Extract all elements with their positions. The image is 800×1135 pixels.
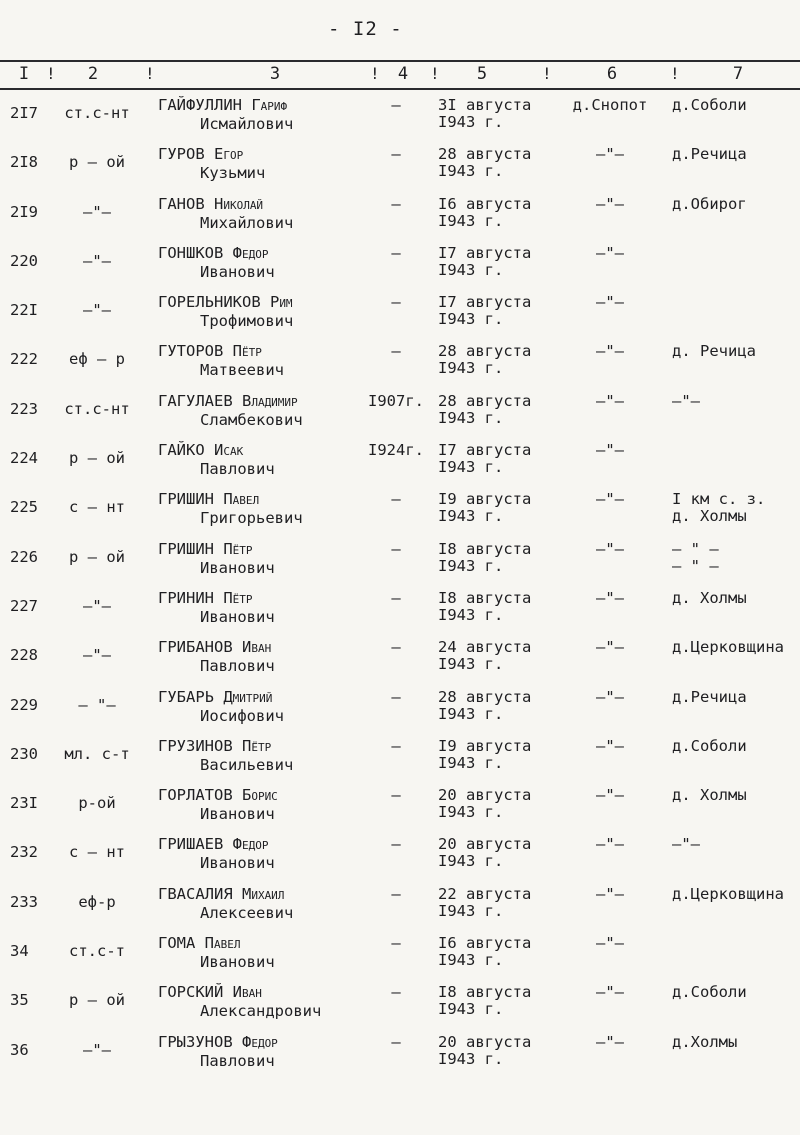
death-year: I943 г. — [438, 211, 504, 230]
birth-year: – — [391, 736, 401, 755]
table-row — [0, 835, 800, 884]
row-number: 224 — [10, 449, 38, 468]
death-date: I9 августа — [438, 736, 532, 755]
death-year: I943 г. — [438, 803, 504, 822]
place-of-death: –"– — [596, 539, 624, 558]
burial-place: д.Соболи — [672, 983, 747, 1002]
burial-place: –"– — [672, 391, 700, 410]
row-number: 36 — [10, 1040, 29, 1059]
death-date: 28 августа — [438, 391, 532, 410]
header-top-rule — [0, 60, 800, 62]
death-year: I943 г. — [438, 655, 504, 674]
rank: ст.с-нт — [64, 104, 130, 122]
birth-year: – — [391, 145, 401, 164]
table-row — [0, 441, 800, 490]
row-number: 233 — [10, 892, 38, 911]
column-separator: ! — [670, 64, 680, 83]
column-separator: ! — [145, 64, 155, 83]
table-row — [0, 96, 800, 145]
surname-name: ГУБАРЬ Дмитрий — [158, 687, 273, 706]
row-number: 225 — [10, 498, 38, 517]
death-year: I943 г. — [438, 1000, 504, 1019]
table-row — [0, 392, 800, 441]
rank: р – ой — [69, 991, 125, 1010]
surname-name: ГРУЗИНОВ Пётр — [158, 736, 272, 755]
row-number: 35 — [10, 991, 29, 1010]
place-of-death: –"– — [596, 293, 624, 312]
row-number: 223 — [10, 399, 38, 418]
rank: еф-р — [78, 892, 116, 911]
table-row — [0, 885, 800, 934]
rank: –"– — [83, 202, 111, 221]
rank: р – ой — [69, 449, 125, 468]
rank: р – ой — [69, 547, 125, 566]
row-number: 228 — [10, 646, 38, 665]
row-number: 2I8 — [10, 153, 38, 172]
table-row — [0, 737, 800, 786]
burial-place: I км с. з. — [672, 490, 766, 509]
death-year: I943 г. — [438, 113, 504, 131]
row-number: 2I7 — [10, 104, 38, 122]
birth-year: I924г. — [368, 441, 424, 460]
patronymic: Григорьевич — [200, 509, 303, 528]
place-of-death: –"– — [596, 638, 624, 657]
death-year: I943 г. — [438, 507, 504, 526]
death-date: I7 августа — [438, 441, 532, 460]
surname-name: ГРИШАЕВ Федор — [158, 835, 269, 854]
table-row — [0, 145, 800, 194]
patronymic: Иванович — [200, 854, 275, 873]
birth-year: – — [391, 588, 401, 607]
surname-name: ГРИШИН Пётр — [158, 539, 253, 558]
rank: мл. с-т — [64, 744, 130, 763]
row-number: 222 — [10, 350, 38, 369]
rank: с – нт — [69, 498, 125, 517]
patronymic: Иванович — [200, 262, 275, 281]
surname-name: ГАЙКО Исак — [158, 441, 244, 460]
row-number: 232 — [10, 843, 38, 862]
death-date: 20 августа — [438, 786, 532, 805]
birth-year: – — [391, 243, 401, 262]
patronymic: Сламбекович — [200, 410, 303, 429]
patronymic: Иванович — [200, 805, 275, 824]
death-year: I943 г. — [438, 458, 504, 477]
patronymic: Исмайлович — [200, 115, 294, 133]
birth-year: I907г. — [368, 391, 424, 410]
death-year: I943 г. — [438, 260, 504, 279]
birth-year: – — [391, 194, 401, 213]
column-header-5: 5 — [476, 64, 488, 84]
death-year: I943 г. — [438, 704, 504, 723]
death-date: 20 августа — [438, 1032, 532, 1051]
table-row — [0, 195, 800, 244]
death-year: I943 г. — [438, 605, 504, 624]
death-year: I943 г. — [438, 556, 504, 575]
patronymic: Павлович — [200, 1051, 275, 1070]
rank: – "– — [78, 695, 116, 714]
surname-name: ГУТОРОВ Пётр — [158, 342, 262, 361]
burial-place: д. Холмы — [672, 786, 747, 805]
table-row — [0, 589, 800, 638]
burial-place: д.Церковщина — [672, 638, 784, 657]
surname-name: ГОРСКИЙ Иван — [158, 983, 262, 1002]
death-year: I943 г. — [438, 162, 504, 181]
table-row — [0, 786, 800, 835]
burial-place: д. Холмы — [672, 588, 747, 607]
place-of-death: д.Снопот — [572, 96, 648, 114]
place-of-death: –"– — [596, 983, 624, 1002]
column-separator: ! — [430, 64, 440, 83]
patronymic: Иванович — [200, 607, 275, 626]
death-date: I7 августа — [438, 293, 532, 312]
burial-place: д.Речица — [672, 687, 747, 706]
row-number: 220 — [10, 251, 38, 270]
birth-year: – — [391, 539, 401, 558]
burial-place: д.Обирог — [672, 194, 747, 213]
burial-place: д.Соболи — [672, 96, 747, 114]
surname-name: ГРЫЗУНОВ Федор — [158, 1032, 278, 1051]
death-date: 22 августа — [438, 884, 532, 903]
surname-name: ГОРЛАТОВ Борис — [158, 786, 278, 805]
rank: с – нт — [69, 843, 125, 862]
place-of-death: –"– — [596, 884, 624, 903]
place-of-death: –"– — [596, 786, 624, 805]
surname-name: ГРИШИН Павел — [158, 490, 260, 509]
surname-name: ГОРЕЛЬНИКОВ Рим — [158, 293, 293, 312]
death-year: I943 г. — [438, 359, 504, 378]
death-date: 3I августа — [438, 96, 532, 114]
page-number: - I2 - — [328, 18, 403, 40]
surname-name: ГАЙФУЛЛИН Гариф — [158, 96, 288, 114]
column-header-6: 6 — [606, 64, 618, 84]
table-row — [0, 1033, 800, 1082]
patronymic: Трофимович — [200, 312, 294, 331]
burial-place: д.Речица — [672, 145, 747, 164]
patronymic: Михайлович — [200, 213, 294, 232]
place-of-death: –"– — [596, 835, 624, 854]
row-number: 230 — [10, 744, 38, 763]
rank: –"– — [83, 301, 111, 320]
row-number: 22I — [10, 301, 38, 320]
place-of-death: –"– — [596, 243, 624, 262]
row-number: 2I9 — [10, 202, 38, 221]
rank: ст.с-нт — [64, 399, 130, 418]
header-bottom-rule — [0, 88, 800, 90]
surname-name: ГОМА Павел — [158, 934, 241, 953]
birth-year: – — [391, 490, 401, 509]
surname-name: ГУРОВ Егор — [158, 145, 244, 164]
patronymic: Иванович — [200, 953, 275, 972]
rank: ст.с-т — [69, 942, 125, 961]
burial-place: д. Речица — [672, 342, 756, 361]
place-of-death: –"– — [596, 490, 624, 509]
table-row — [0, 983, 800, 1032]
row-number: 226 — [10, 547, 38, 566]
rank: –"– — [83, 251, 111, 270]
burial-place: д.Холмы — [672, 1032, 738, 1051]
row-number: 229 — [10, 695, 38, 714]
rank: еф – р — [69, 350, 125, 369]
burial-place-line2: – " – — [672, 556, 719, 575]
birth-year: – — [391, 638, 401, 657]
patronymic: Алексеевич — [200, 903, 294, 922]
patronymic: Александрович — [200, 1002, 322, 1021]
surname-name: ГРИНИН Пётр — [158, 588, 253, 607]
burial-place: д.Церковщина — [672, 884, 784, 903]
surname-name: ГАГУЛАЕВ Владимир — [158, 391, 298, 410]
death-date: I6 августа — [438, 934, 532, 953]
place-of-death: –"– — [596, 441, 624, 460]
death-date: I8 августа — [438, 539, 532, 558]
surname-name: ГОНШКОВ Федор — [158, 243, 269, 262]
death-date: 24 августа — [438, 638, 532, 657]
birth-year: – — [391, 786, 401, 805]
place-of-death: –"– — [596, 1032, 624, 1051]
place-of-death: –"– — [596, 342, 624, 361]
burial-place: – " – — [672, 539, 719, 558]
death-date: I8 августа — [438, 983, 532, 1002]
rank: –"– — [83, 646, 111, 665]
death-year: I943 г. — [438, 408, 504, 427]
column-separator: ! — [46, 64, 56, 83]
death-date: I6 августа — [438, 194, 532, 213]
birth-year: – — [391, 1032, 401, 1051]
birth-year: – — [391, 835, 401, 854]
row-number: 23I — [10, 794, 38, 813]
death-year: I943 г. — [438, 753, 504, 772]
table-row — [0, 934, 800, 983]
patronymic: Иосифович — [200, 706, 284, 725]
column-header-2: 2 — [87, 64, 99, 84]
death-year: I943 г. — [438, 951, 504, 970]
rank: р-ой — [78, 794, 116, 813]
patronymic: Павлович — [200, 657, 275, 676]
death-date: I8 августа — [438, 588, 532, 607]
place-of-death: –"– — [596, 588, 624, 607]
surname-name: ГВАСАЛИЯ Михаил — [158, 884, 285, 903]
rank: р – ой — [69, 153, 125, 172]
rank: –"– — [83, 596, 111, 615]
death-date: 20 августа — [438, 835, 532, 854]
birth-year: – — [391, 983, 401, 1002]
place-of-death: –"– — [596, 687, 624, 706]
birth-year: – — [391, 934, 401, 953]
row-number: 34 — [10, 942, 29, 961]
surname-name: ГАНОВ Николай — [158, 194, 264, 213]
death-date: I7 августа — [438, 243, 532, 262]
birth-year: – — [391, 687, 401, 706]
burial-place: –"– — [672, 835, 700, 854]
patronymic: Кузьмич — [200, 164, 266, 183]
patronymic: Васильевич — [200, 755, 294, 774]
birth-year: – — [391, 96, 401, 114]
death-date: 28 августа — [438, 687, 532, 706]
row-number: 227 — [10, 596, 38, 615]
surname-name: ГРИБАНОВ Иван — [158, 638, 272, 657]
place-of-death: –"– — [596, 194, 624, 213]
death-year: I943 г. — [438, 310, 504, 329]
birth-year: – — [391, 884, 401, 903]
place-of-death: –"– — [596, 145, 624, 164]
column-header-7: 7 — [732, 64, 744, 84]
table-row — [0, 490, 800, 539]
patronymic: Павлович — [200, 460, 275, 479]
burial-place: д.Соболи — [672, 736, 747, 755]
place-of-death: –"– — [596, 391, 624, 410]
table-body — [0, 96, 800, 1082]
place-of-death: –"– — [596, 736, 624, 755]
column-header-3: 3 — [269, 64, 281, 84]
death-date: 28 августа — [438, 145, 532, 164]
birth-year: – — [391, 293, 401, 312]
table-row — [0, 244, 800, 293]
table-row — [0, 638, 800, 687]
column-header-4: 4 — [397, 64, 409, 84]
death-year: I943 г. — [438, 852, 504, 871]
table-row — [0, 688, 800, 737]
rank: –"– — [83, 1040, 111, 1059]
table-row — [0, 540, 800, 589]
patronymic: Иванович — [200, 558, 275, 577]
death-year: I943 г. — [438, 901, 504, 920]
patronymic: Матвеевич — [200, 361, 284, 380]
table-row — [0, 293, 800, 342]
column-separator: ! — [370, 64, 380, 83]
table-row — [0, 342, 800, 391]
death-date: I9 августа — [438, 490, 532, 509]
birth-year: – — [391, 342, 401, 361]
burial-place-line2: д. Холмы — [672, 507, 747, 526]
column-separator: ! — [542, 64, 552, 83]
death-date: 28 августа — [438, 342, 532, 361]
column-header-1: I — [18, 64, 30, 84]
death-year: I943 г. — [438, 1049, 504, 1068]
place-of-death: –"– — [596, 934, 624, 953]
